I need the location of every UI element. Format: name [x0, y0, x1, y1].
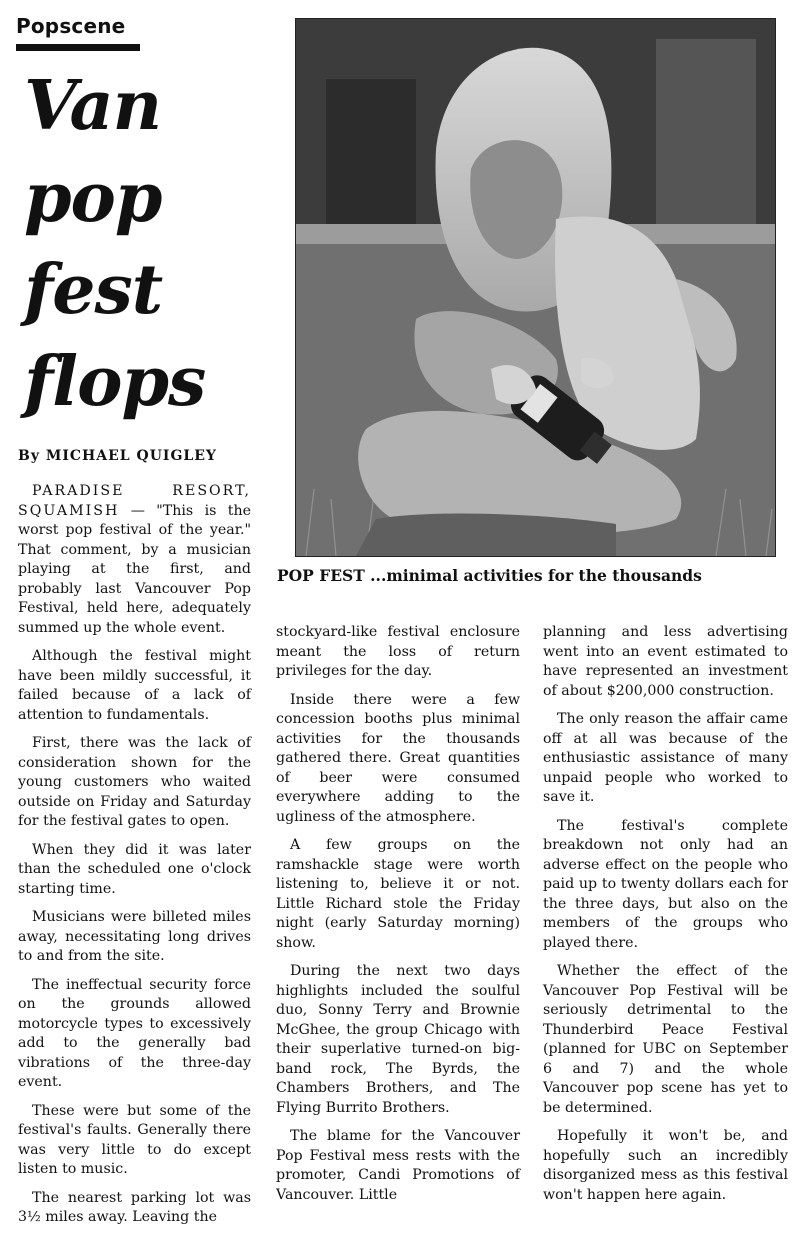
paragraph: planning and less advertising went into an event estimated to have represented an investment of about $200,000 construction.	[543, 624, 788, 699]
paragraph	[18, 482, 251, 638]
caption-lead: POP FEST	[277, 566, 365, 585]
paragraph: The festival's complete breakdown not only had an adverse effect on the people who paid up to twenty dollars each for the three days, but also on the members of the groups who played there.	[543, 817, 788, 951]
article-column-1	[18, 482, 251, 1237]
headline-line-4: flops	[24, 342, 206, 422]
article-column-2	[276, 623, 520, 1214]
paragraph: The blame for the Vancouver Pop Festival mess rests with the promoter, Candi Promotions of Vancouver. Little	[276, 1128, 520, 1203]
paragraph: Hopefully it won't be, and hopefully such an incredibly disorganized mess as this festival won't happen here again.	[543, 1128, 788, 1203]
caption-text: ...minimal activities for the thousands	[364, 566, 702, 585]
paragraph: During the next two days highlights included the soulful duo, Sonny Terry and Brownie McGhee, the group Chicago with their superlative turned-on big-band rock, The Byrds, the Chambers Brothers, and The Flying Burrito Brothers.	[276, 963, 520, 1116]
paragraph: The only reason the affair came off at all was because of the enthusiastic assistance of many unpaid people who worked to save it.	[543, 711, 788, 805]
byline: By MICHAEL QUIGLEY	[18, 448, 217, 464]
paragraph: First, there was the lack of consideration shown for the young customers who waited outside on Friday and Saturday for the festival gates to open.	[18, 735, 251, 829]
paragraph: stockyard-like festival enclosure meant the loss of return privileges for the day.	[276, 624, 520, 679]
paragraph: Musicians were billeted miles away, necessitating long drives to and from the site.	[18, 909, 251, 964]
headline-line-2: pop	[24, 158, 162, 238]
paragraph: When they did it was later than the scheduled one o'clock starting time.	[18, 841, 251, 897]
paragraph: Although the festival might have been mildly successful, it failed because of a lack of attention to fundamentals.	[18, 648, 251, 723]
photo-illustration	[296, 19, 775, 556]
paragraph: Whether the effect of the Vancouver Pop Festival will be seriously detrimental to the Thunderbird Peace Festival (planned for UBC on September 6 and 7) and the whole Vancouver pop scene has yet to be determined.	[543, 963, 788, 1116]
kicker-rule	[16, 44, 140, 51]
paragraph: These were but some of the festival's faults. Generally there was very little to do except listen to music.	[18, 1102, 251, 1177]
paragraph: The ineffectual security force on the grounds allowed motorcycle types to excessively add to the generally bad vibrations of the three-day event.	[18, 976, 251, 1090]
section-kicker: Popscene	[16, 14, 126, 38]
headline-line-1: Van	[24, 66, 162, 146]
photo-caption	[277, 566, 787, 585]
paragraph: Inside there were a few concession booths plus minimal activities for the thousands gathered there. Great quantities of beer were consumed everywhere adding to the ugliness of the atmosphere.	[276, 691, 520, 825]
headline-line-3: fest	[24, 250, 163, 330]
dateline: PARADISE RESORT, SQUAMISH	[18, 483, 251, 519]
headline	[24, 60, 264, 428]
paragraph: The nearest parking lot was 3½ miles away. Leaving the	[18, 1189, 251, 1225]
article-column-3	[543, 623, 788, 1214]
news-photo	[295, 18, 776, 557]
paragraph-text: — "This is the worst pop festival of the year." That comment, by a musician playing at the first, and probably last Vancouver Pop Festival, held here, adequately summed up the whole event.	[18, 502, 251, 636]
paragraph: A few groups on the ramshackle stage were worth listening to, believe it or not. Little Richard stole the Friday night (early Saturday morning) show.	[276, 837, 520, 951]
